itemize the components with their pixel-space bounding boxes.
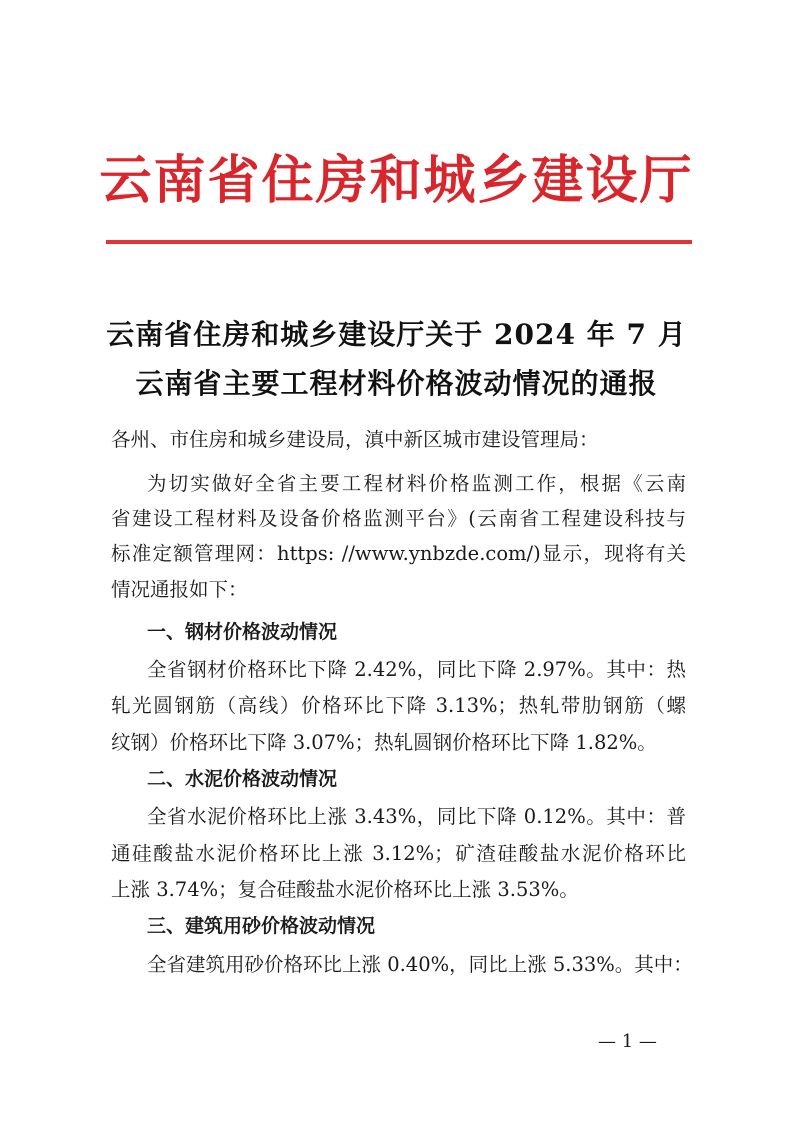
section-body-line: 上涨 3.74%；复合硅酸盐水泥价格环比上涨 3.53%。: [111, 878, 579, 901]
intro-line: 标准定额管理网：https: //www.ynbzde.com/)显示，现将有关: [111, 542, 686, 565]
section-heading-cement: 二、水泥价格波动情况: [147, 768, 338, 790]
section-body-line: 通硅酸盐水泥价格环比上涨 3.12%；矿渣硅酸盐水泥价格环比: [111, 842, 686, 865]
section-body-line: 纹钢）价格环比下降 3.07%；热轧圆钢价格环比下降 1.82%。: [111, 731, 657, 754]
intro-line: 情况通报如下：: [111, 578, 248, 601]
page-number: — 1 —: [598, 1031, 657, 1052]
section-body-line: 全省钢材价格环比下降 2.42%，同比下降 2.97%。其中：热: [147, 658, 686, 681]
letterhead: 云南省住房和城乡建设厅: [99, 150, 694, 211]
intro-line: 为切实做好全省主要工程材料价格监测工作，根据《云南: [147, 472, 686, 495]
addressee: 各州、市住房和城乡建设局，滇中新区城市建设管理局：: [111, 428, 599, 451]
section-heading-sand: 三、建筑用砂价格波动情况: [147, 915, 376, 937]
intro-line: 省建设工程材料及设备价格监测平台》(云南省工程建设科技与: [111, 507, 686, 530]
document-title-line-2: 云南省主要工程材料价格波动情况的通报: [135, 367, 658, 400]
letterhead-red-rule: [106, 240, 692, 244]
section-body-line: 轧光圆钢筋（高线）价格环比下降 3.13%；热轧带肋钢筋（螺: [111, 694, 686, 717]
section-body-line: 全省水泥价格环比上涨 3.43%，同比下降 0.12%。其中：普: [147, 805, 686, 828]
document-title-line-1: 云南省住房和城乡建设厅关于 2024 年 7 月: [106, 318, 687, 351]
section-body-line: 全省建筑用砂价格环比上涨 0.40%，同比上涨 5.33%。其中：: [147, 953, 693, 976]
section-heading-steel: 一、钢材价格波动情况: [147, 621, 338, 643]
